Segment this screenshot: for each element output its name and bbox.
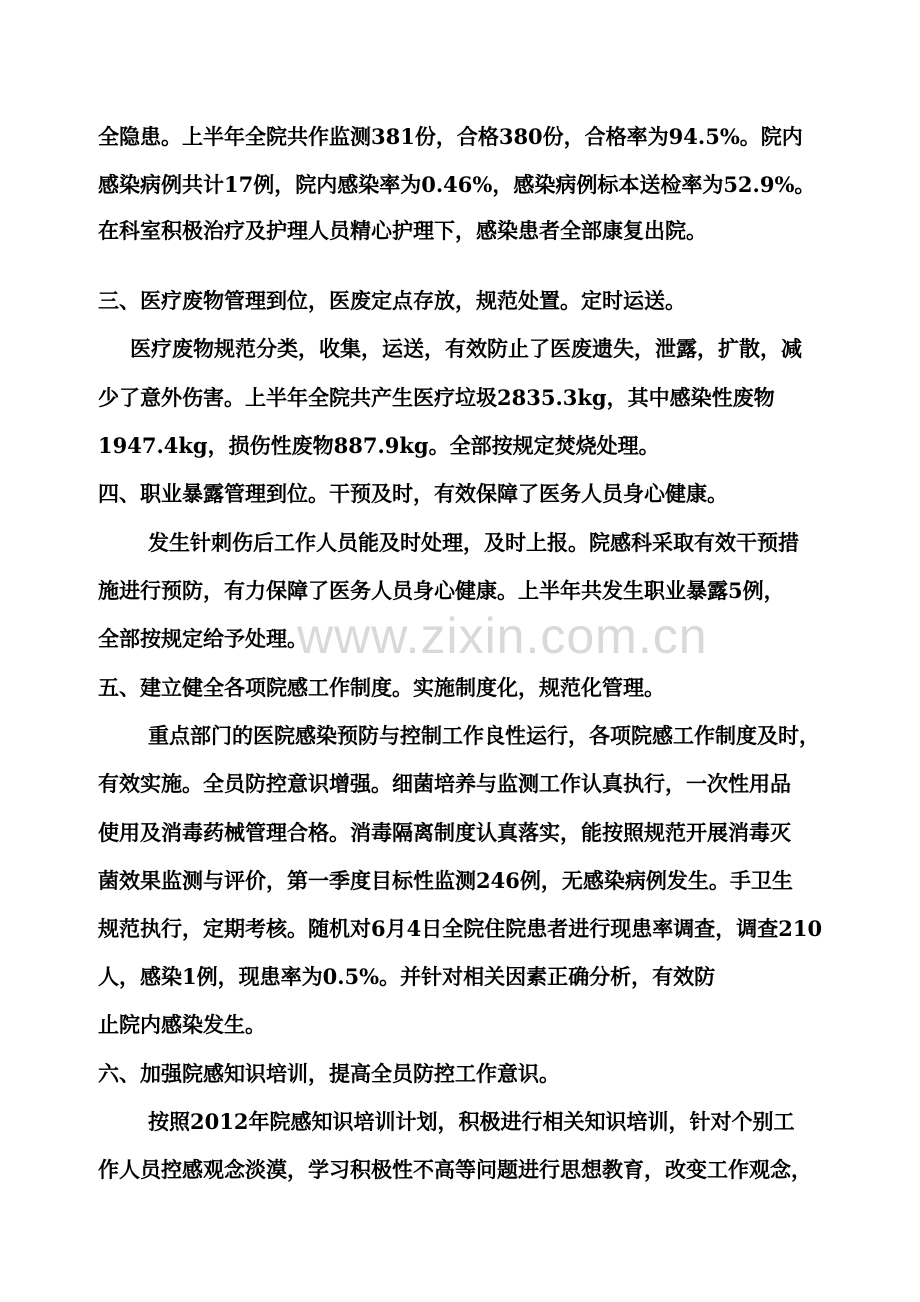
body-line: 全隐患。上半年全院共作监测381份，合格380份，合格率为94.5%。院内 <box>98 124 803 149</box>
body-line: 发生针刺伤后工作人员能及时处理，及时上报。院感科采取有效干预措 <box>148 530 799 555</box>
body-line: 少了意外伤害。上半年全院共产生医疗垃圾2835.3kg，其中感染性废物 <box>98 385 775 410</box>
body-line: 使用及消毒药械管理合格。消毒隔离制度认真落实，能按照规范开展消毒灭 <box>98 820 791 845</box>
section-heading-6: 六、加强院感知识培训，提高全员防控工作意识。 <box>98 1061 560 1086</box>
body-line: 全部按规定给予处理。 <box>98 626 308 651</box>
body-line: 施进行预防，有力保障了医务人员身心健康。上半年共发生职业暴露5例， <box>98 578 785 603</box>
section-heading-4: 四、职业暴露管理到位。干预及时，有效保障了医务人员身心健康。 <box>98 481 728 506</box>
body-line: 人，感染1例，现患率为0.5%。并针对相关因素正确分析，有效防 <box>98 964 716 989</box>
section-heading-3: 三、医疗废物管理到位，医废定点存放，规范处置。定时运送。 <box>98 288 686 313</box>
body-line: 菌效果监测与评价，第一季度目标性监测246例，无感染病例发生。手卫生 <box>98 868 793 893</box>
body-line: 1947.4kg，损伤性废物887.9kg。全部按规定焚烧处理。 <box>98 433 660 458</box>
body-line: 感染病例共计17例，院内感染率为0.46%，感染病例标本送检率为52.9%。 <box>98 172 816 197</box>
watermark: www.zixin.com.cn <box>297 608 708 664</box>
section-heading-5: 五、建立健全各项院感工作制度。实施制度化，规范化管理。 <box>98 675 665 700</box>
body-line: 按照2012年院感知识培训计划，积极进行相关知识培训，针对个别工 <box>148 1109 795 1134</box>
body-line: 有效实施。全员防控意识增强。细菌培养与监测工作认真执行，一次性用品 <box>98 771 791 796</box>
body-line: 在科室积极治疗及护理人员精心护理下，感染患者全部康复出院。 <box>98 218 707 243</box>
body-line: 规范执行，定期考核。随机对6月4日全院住院患者进行现患率调查，调查210 <box>98 916 823 941</box>
body-line: 重点部门的医院感染预防与控制工作良性运行，各项院感工作制度及时， <box>148 723 820 748</box>
body-line: 作人员控感观念淡漠，学习积极性不高等问题进行思想教育，改变工作观念， <box>98 1157 812 1182</box>
body-line: 止院内感染发生。 <box>98 1012 266 1037</box>
body-line: 医疗废物规范分类，收集，运送，有效防止了医废遗失，泄露，扩散，减 <box>130 336 802 361</box>
